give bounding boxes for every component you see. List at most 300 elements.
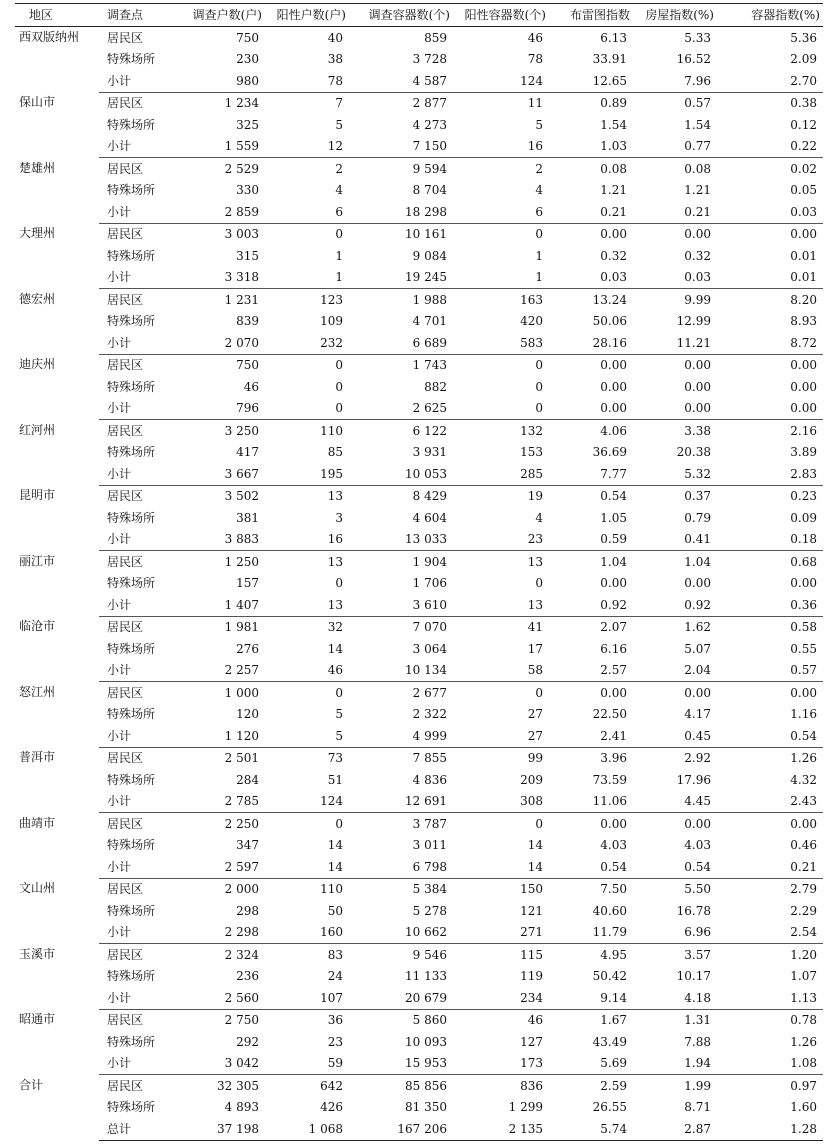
region-cell: 玉溪市: [19, 946, 56, 961]
house-index-cell: 0.00: [684, 685, 711, 700]
containers-cell: 9 594: [412, 161, 447, 176]
positive-containers-cell: 4: [535, 183, 543, 198]
breteau-index-cell: 0.00: [549, 398, 633, 420]
site-cell: 小计: [99, 660, 177, 682]
header-positive-households: 阳性户数(户): [265, 4, 349, 27]
container-index-cell: 0.78: [790, 1013, 817, 1028]
positive-containers-cell: 150: [520, 882, 543, 897]
containers-cell: 10 134: [349, 660, 453, 682]
table-row: [15, 1031, 823, 1053]
table-row: [15, 463, 823, 485]
container-index-cell: 2.09: [790, 52, 817, 67]
site-cell: 特殊场所: [107, 510, 156, 525]
site-cell: 居民区: [107, 227, 144, 242]
positive-containers-cell: 1: [535, 248, 543, 263]
house-index-cell: 0.00: [684, 358, 711, 373]
households-cell: 2 597: [177, 856, 265, 878]
containers-cell: 8 704: [412, 183, 447, 198]
header-breteau-index: 布雷图指数: [549, 4, 633, 27]
region-group: [15, 27, 823, 93]
breteau-index-cell: 0.00: [600, 379, 627, 394]
breteau-index-cell: 0.59: [549, 529, 633, 551]
container-index-cell: 1.28: [717, 1118, 823, 1140]
positive-containers-cell: 173: [453, 1053, 549, 1075]
positive-containers-cell: 0: [535, 685, 543, 700]
containers-cell: 6 798: [349, 856, 453, 878]
breteau-index-cell: 0.08: [600, 161, 627, 176]
house-index-cell: 5.33: [684, 30, 711, 45]
positive-containers-cell: 0: [535, 576, 543, 591]
breteau-index-cell: 0.00: [600, 816, 627, 831]
container-index-cell: 0.09: [790, 510, 817, 525]
table-row: [15, 966, 823, 988]
site-cell: 特殊场所: [107, 183, 156, 198]
container-index-cell: 0.21: [717, 856, 823, 878]
site-cell: 特殊场所: [107, 576, 156, 591]
households-cell: 330: [236, 183, 259, 198]
positive-households-cell: 123: [320, 292, 343, 307]
container-index-cell: 0.00: [790, 379, 817, 394]
breteau-index-cell: 0.54: [549, 856, 633, 878]
container-index-cell: 2.79: [790, 882, 817, 897]
containers-cell: 4 273: [412, 117, 447, 132]
breteau-index-cell: 43.49: [592, 1034, 627, 1049]
house-index-cell: 5.50: [684, 882, 711, 897]
positive-households-cell: 0: [335, 227, 343, 242]
site-cell: 总计: [99, 1118, 177, 1140]
house-index-cell: 11.21: [633, 332, 717, 354]
positive-containers-cell: 285: [453, 463, 549, 485]
containers-cell: 2 625: [349, 398, 453, 420]
table-row: [15, 398, 823, 420]
households-cell: 325: [236, 117, 259, 132]
households-cell: 750: [236, 30, 259, 45]
site-cell: 小计: [99, 987, 177, 1009]
breteau-index-cell: 3.96: [600, 751, 627, 766]
breteau-index-cell: 1.21: [600, 183, 627, 198]
households-cell: 2 000: [224, 882, 259, 897]
positive-households-cell: 51: [327, 772, 343, 787]
table-row: [15, 856, 823, 878]
house-index-cell: 4.17: [684, 707, 711, 722]
container-index-cell: 8.93: [790, 314, 817, 329]
positive-containers-cell: 420: [520, 314, 543, 329]
region-cell: 怒江州: [19, 684, 56, 699]
house-index-cell: 1.99: [684, 1078, 711, 1093]
table-row: [15, 725, 823, 747]
container-index-cell: 0.12: [790, 117, 817, 132]
house-index-cell: 5.32: [633, 463, 717, 485]
container-index-cell: 0.57: [717, 660, 823, 682]
house-index-cell: 3.57: [684, 947, 711, 962]
breteau-index-cell: 36.69: [592, 445, 627, 460]
site-cell: 小计: [99, 1053, 177, 1075]
house-index-cell: 0.92: [633, 594, 717, 616]
site-cell: 小计: [99, 201, 177, 223]
region-cell: 昆明市: [19, 488, 56, 502]
site-cell: 特殊场所: [107, 379, 156, 394]
table-row: [15, 900, 823, 922]
site-cell: 小计: [99, 922, 177, 944]
site-cell: 居民区: [107, 423, 144, 438]
table-row: [15, 682, 823, 704]
region-group: [15, 747, 823, 813]
positive-households-cell: 426: [320, 1100, 343, 1115]
container-index-cell: 0.01: [717, 267, 823, 289]
breteau-index-cell: 2.59: [600, 1078, 627, 1093]
households-cell: 980: [177, 70, 265, 92]
site-cell: 居民区: [107, 292, 144, 307]
house-index-cell: 1.04: [684, 554, 711, 569]
breteau-index-cell: 6.16: [600, 641, 627, 656]
positive-households-cell: 13: [265, 594, 349, 616]
positive-containers-cell: 58: [453, 660, 549, 682]
table-row: [15, 638, 823, 660]
site-cell: 居民区: [107, 30, 144, 45]
breteau-index-cell: 2.41: [549, 725, 633, 747]
site-cell: 小计: [99, 594, 177, 616]
positive-households-cell: 14: [327, 641, 343, 656]
house-index-cell: 0.37: [684, 489, 711, 504]
households-cell: 2 257: [177, 660, 265, 682]
containers-cell: 859: [424, 30, 447, 45]
container-index-cell: 0.00: [790, 576, 817, 591]
container-index-cell: 1.07: [790, 969, 817, 984]
positive-households-cell: 16: [265, 529, 349, 551]
positive-households-cell: 85: [327, 445, 343, 460]
positive-households-cell: 232: [265, 332, 349, 354]
breteau-index-cell: 40.60: [592, 903, 627, 918]
house-index-cell: 0.00: [684, 816, 711, 831]
positive-containers-cell: 121: [520, 903, 543, 918]
house-index-cell: 0.79: [684, 510, 711, 525]
table-row: [15, 289, 823, 311]
house-index-cell: 0.77: [633, 136, 717, 158]
container-index-cell: 0.03: [717, 201, 823, 223]
households-cell: 2 070: [177, 332, 265, 354]
container-index-cell: 0.23: [790, 489, 817, 504]
containers-cell: 12 691: [349, 791, 453, 813]
positive-containers-cell: 209: [520, 772, 543, 787]
house-index-cell: 1.62: [684, 620, 711, 635]
households-cell: 2 859: [177, 201, 265, 223]
positive-containers-cell: 13: [453, 594, 549, 616]
container-index-cell: 0.00: [790, 685, 817, 700]
site-cell: 小计: [99, 791, 177, 813]
positive-containers-cell: 0: [535, 816, 543, 831]
containers-cell: 3 728: [412, 52, 447, 67]
households-cell: 1 981: [224, 620, 259, 635]
container-index-cell: 2.70: [717, 70, 823, 92]
containers-cell: 10 093: [405, 1034, 447, 1049]
container-index-cell: 0.46: [790, 838, 817, 853]
households-cell: 315: [236, 248, 259, 263]
households-cell: 3 502: [224, 489, 259, 504]
site-cell: 特殊场所: [107, 707, 156, 722]
containers-cell: 882: [424, 379, 447, 394]
positive-households-cell: 107: [265, 987, 349, 1009]
households-cell: 1 407: [177, 594, 265, 616]
house-index-cell: 0.32: [684, 248, 711, 263]
header-containers: 调查容器数(个): [349, 4, 453, 27]
region-cell: 文山州: [19, 881, 56, 895]
breteau-index-cell: 4.06: [600, 423, 627, 438]
containers-cell: 5 860: [412, 1013, 447, 1028]
container-index-cell: 0.00: [717, 398, 823, 420]
containers-cell: 4 836: [412, 772, 447, 787]
breteau-index-cell: 0.32: [600, 248, 627, 263]
containers-cell: 10 662: [349, 922, 453, 944]
households-cell: 2 529: [224, 161, 259, 176]
region-cell: 昭通市: [19, 1012, 56, 1026]
region-cell: 楚雄州: [19, 160, 56, 175]
breteau-index-cell: 5.69: [549, 1053, 633, 1075]
positive-households-cell: 46: [265, 660, 349, 682]
households-cell: 2 750: [224, 1013, 259, 1028]
region-group: [15, 813, 823, 879]
breteau-index-cell: 7.77: [549, 463, 633, 485]
table-row: [15, 507, 823, 529]
positive-containers-cell: 0: [535, 358, 543, 373]
house-index-cell: 1.21: [684, 183, 711, 198]
container-index-cell: 0.00: [790, 227, 817, 242]
breteau-index-cell: 1.05: [600, 510, 627, 525]
containers-cell: 10 053: [349, 463, 453, 485]
house-index-cell: 1.31: [684, 1013, 711, 1028]
containers-cell: 7 070: [412, 620, 447, 635]
house-index-cell: 5.07: [684, 641, 711, 656]
data-table-sheet: [15, 0, 823, 1141]
breteau-index-cell: 28.16: [549, 332, 633, 354]
containers-cell: 2 322: [412, 707, 447, 722]
table-row: [15, 376, 823, 398]
containers-cell: 19 245: [349, 267, 453, 289]
containers-cell: 9 084: [412, 248, 447, 263]
site-cell: 特殊场所: [107, 314, 156, 329]
positive-households-cell: 195: [265, 463, 349, 485]
households-cell: 3 250: [224, 423, 259, 438]
container-index-cell: 0.00: [790, 358, 817, 373]
container-index-cell: 8.72: [717, 332, 823, 354]
households-cell: 1 234: [224, 96, 259, 111]
positive-containers-cell: 19: [527, 489, 543, 504]
positive-containers-cell: 14: [453, 856, 549, 878]
region-cell: 西双版纳州: [19, 30, 80, 44]
positive-households-cell: 12: [265, 136, 349, 158]
table-row: [15, 660, 823, 682]
containers-cell: 5 384: [412, 882, 447, 897]
region-group: [15, 878, 823, 944]
table-row: [15, 791, 823, 813]
region-group: [15, 289, 823, 355]
breteau-index-cell: 0.03: [549, 267, 633, 289]
house-index-cell: 4.03: [684, 838, 711, 853]
table-row: [15, 594, 823, 616]
house-index-cell: 7.88: [684, 1034, 711, 1049]
positive-households-cell: 78: [265, 70, 349, 92]
container-index-cell: 0.02: [790, 161, 817, 176]
site-cell: 特殊场所: [107, 1100, 156, 1115]
positive-containers-cell: 14: [527, 838, 543, 853]
containers-cell: 1 988: [412, 292, 447, 307]
containers-cell: 8 429: [412, 489, 447, 504]
site-cell: 特殊场所: [107, 248, 156, 263]
positive-containers-cell: 6: [453, 201, 549, 223]
site-cell: 居民区: [107, 489, 144, 504]
site-cell: 居民区: [107, 882, 144, 897]
container-index-cell: 1.26: [790, 1034, 817, 1049]
site-cell: 特殊场所: [107, 838, 156, 853]
positive-containers-cell: 1: [453, 267, 549, 289]
positive-households-cell: 0: [335, 358, 343, 373]
site-cell: 特殊场所: [107, 772, 156, 787]
house-index-cell: 6.96: [633, 922, 717, 944]
site-cell: 小计: [99, 332, 177, 354]
house-index-cell: 2.92: [684, 751, 711, 766]
households-cell: 3 318: [177, 267, 265, 289]
house-index-cell: 0.00: [633, 398, 717, 420]
households-cell: 230: [236, 52, 259, 67]
breteau-index-cell: 0.92: [549, 594, 633, 616]
container-index-cell: 0.38: [790, 96, 817, 111]
header-container-index: 容器指数(%): [717, 4, 823, 27]
households-cell: 1 250: [224, 554, 259, 569]
site-cell: 小计: [99, 398, 177, 420]
breteau-index-cell: 50.42: [592, 969, 627, 984]
site-cell: 小计: [99, 136, 177, 158]
container-index-cell: 0.18: [717, 529, 823, 551]
positive-households-cell: 110: [320, 882, 343, 897]
house-index-cell: 0.21: [633, 201, 717, 223]
site-cell: 居民区: [107, 161, 144, 176]
house-index-cell: 0.00: [684, 379, 711, 394]
site-cell: 小计: [99, 725, 177, 747]
house-index-cell: 0.45: [633, 725, 717, 747]
positive-containers-cell: 132: [520, 423, 543, 438]
containers-cell: 3 931: [412, 445, 447, 460]
region-cell: 保山市: [19, 95, 56, 109]
container-index-cell: 0.54: [717, 725, 823, 747]
positive-containers-cell: 0: [453, 398, 549, 420]
region-cell: 曲靖市: [19, 815, 56, 830]
container-index-cell: 3.89: [790, 445, 817, 460]
breteau-index-cell: 1.67: [600, 1013, 627, 1028]
households-cell: 2 250: [224, 816, 259, 831]
site-cell: 居民区: [107, 96, 144, 111]
region-group: [15, 354, 823, 420]
table-row: [15, 158, 823, 180]
site-cell: 居民区: [107, 554, 144, 569]
positive-households-cell: 0: [335, 816, 343, 831]
table-row: [15, 70, 823, 92]
positive-households-cell: 6: [265, 201, 349, 223]
house-index-cell: 17.96: [676, 772, 711, 787]
breteau-index-cell: 73.59: [592, 772, 627, 787]
households-cell: 46: [243, 379, 259, 394]
container-index-cell: 0.97: [790, 1078, 817, 1093]
container-index-cell: 1.60: [790, 1100, 817, 1115]
containers-cell: 11 133: [405, 969, 447, 984]
containers-cell: 13 033: [349, 529, 453, 551]
table-row: [15, 485, 823, 507]
container-index-cell: 2.43: [717, 791, 823, 813]
table-row: [15, 311, 823, 333]
positive-containers-cell: 23: [453, 529, 549, 551]
container-index-cell: 4.32: [790, 772, 817, 787]
table-header: [15, 4, 823, 27]
containers-cell: 9 546: [412, 947, 447, 962]
breteau-index-cell: 1.04: [600, 554, 627, 569]
positive-households-cell: 160: [265, 922, 349, 944]
containers-cell: 7 855: [412, 751, 447, 766]
container-index-cell: 0.58: [790, 620, 817, 635]
breteau-index-cell: 26.55: [592, 1100, 627, 1115]
households-cell: 2 298: [177, 922, 265, 944]
positive-containers-cell: 308: [453, 791, 549, 813]
table-row: [15, 332, 823, 354]
positive-containers-cell: 27: [453, 725, 549, 747]
header-positive-containers: 阳性容器数(个): [453, 4, 549, 27]
positive-households-cell: 124: [265, 791, 349, 813]
breteau-index-cell: 7.50: [600, 882, 627, 897]
breteau-index-cell: 0.00: [600, 227, 627, 242]
positive-households-cell: 3: [335, 510, 343, 525]
house-index-cell: 0.03: [633, 267, 717, 289]
households-cell: 292: [236, 1034, 259, 1049]
containers-cell: 85 856: [405, 1078, 447, 1093]
container-index-cell: 8.20: [790, 292, 817, 307]
positive-households-cell: 0: [265, 398, 349, 420]
containers-cell: 3 064: [412, 641, 447, 656]
households-cell: 1 231: [224, 292, 259, 307]
house-index-cell: 10.17: [676, 969, 711, 984]
header-households: 调查户数(户): [177, 4, 265, 27]
breteau-index-cell: 11.06: [549, 791, 633, 813]
breteau-index-cell: 2.07: [600, 620, 627, 635]
container-index-cell: 0.05: [790, 183, 817, 198]
positive-households-cell: 5: [335, 117, 343, 132]
table-row: [15, 114, 823, 136]
positive-households-cell: 5: [265, 725, 349, 747]
table-row: [15, 704, 823, 726]
table-row: [15, 944, 823, 966]
house-index-cell: 0.57: [684, 96, 711, 111]
container-index-cell: 0.36: [717, 594, 823, 616]
house-index-cell: 9.99: [684, 292, 711, 307]
positive-containers-cell: 271: [453, 922, 549, 944]
house-index-cell: 0.00: [684, 227, 711, 242]
containers-cell: 6 122: [412, 423, 447, 438]
table-row: [15, 987, 823, 1009]
positive-households-cell: 73: [327, 751, 343, 766]
containers-cell: 167 206: [349, 1118, 453, 1140]
mosquito-survey-table: [15, 4, 823, 1141]
site-cell: 居民区: [107, 358, 144, 373]
containers-cell: 7 150: [349, 136, 453, 158]
positive-containers-cell: 41: [527, 620, 543, 635]
site-cell: 居民区: [107, 1013, 144, 1028]
house-index-cell: 4.18: [633, 987, 717, 1009]
positive-containers-cell: 1 299: [508, 1100, 543, 1115]
containers-cell: 5 278: [412, 903, 447, 918]
region-group: [15, 1075, 823, 1141]
containers-cell: 2 877: [412, 96, 447, 111]
site-cell: 小计: [99, 463, 177, 485]
site-cell: 居民区: [107, 816, 144, 831]
breteau-index-cell: 13.24: [592, 292, 627, 307]
households-cell: 276: [236, 641, 259, 656]
positive-households-cell: 38: [327, 52, 343, 67]
